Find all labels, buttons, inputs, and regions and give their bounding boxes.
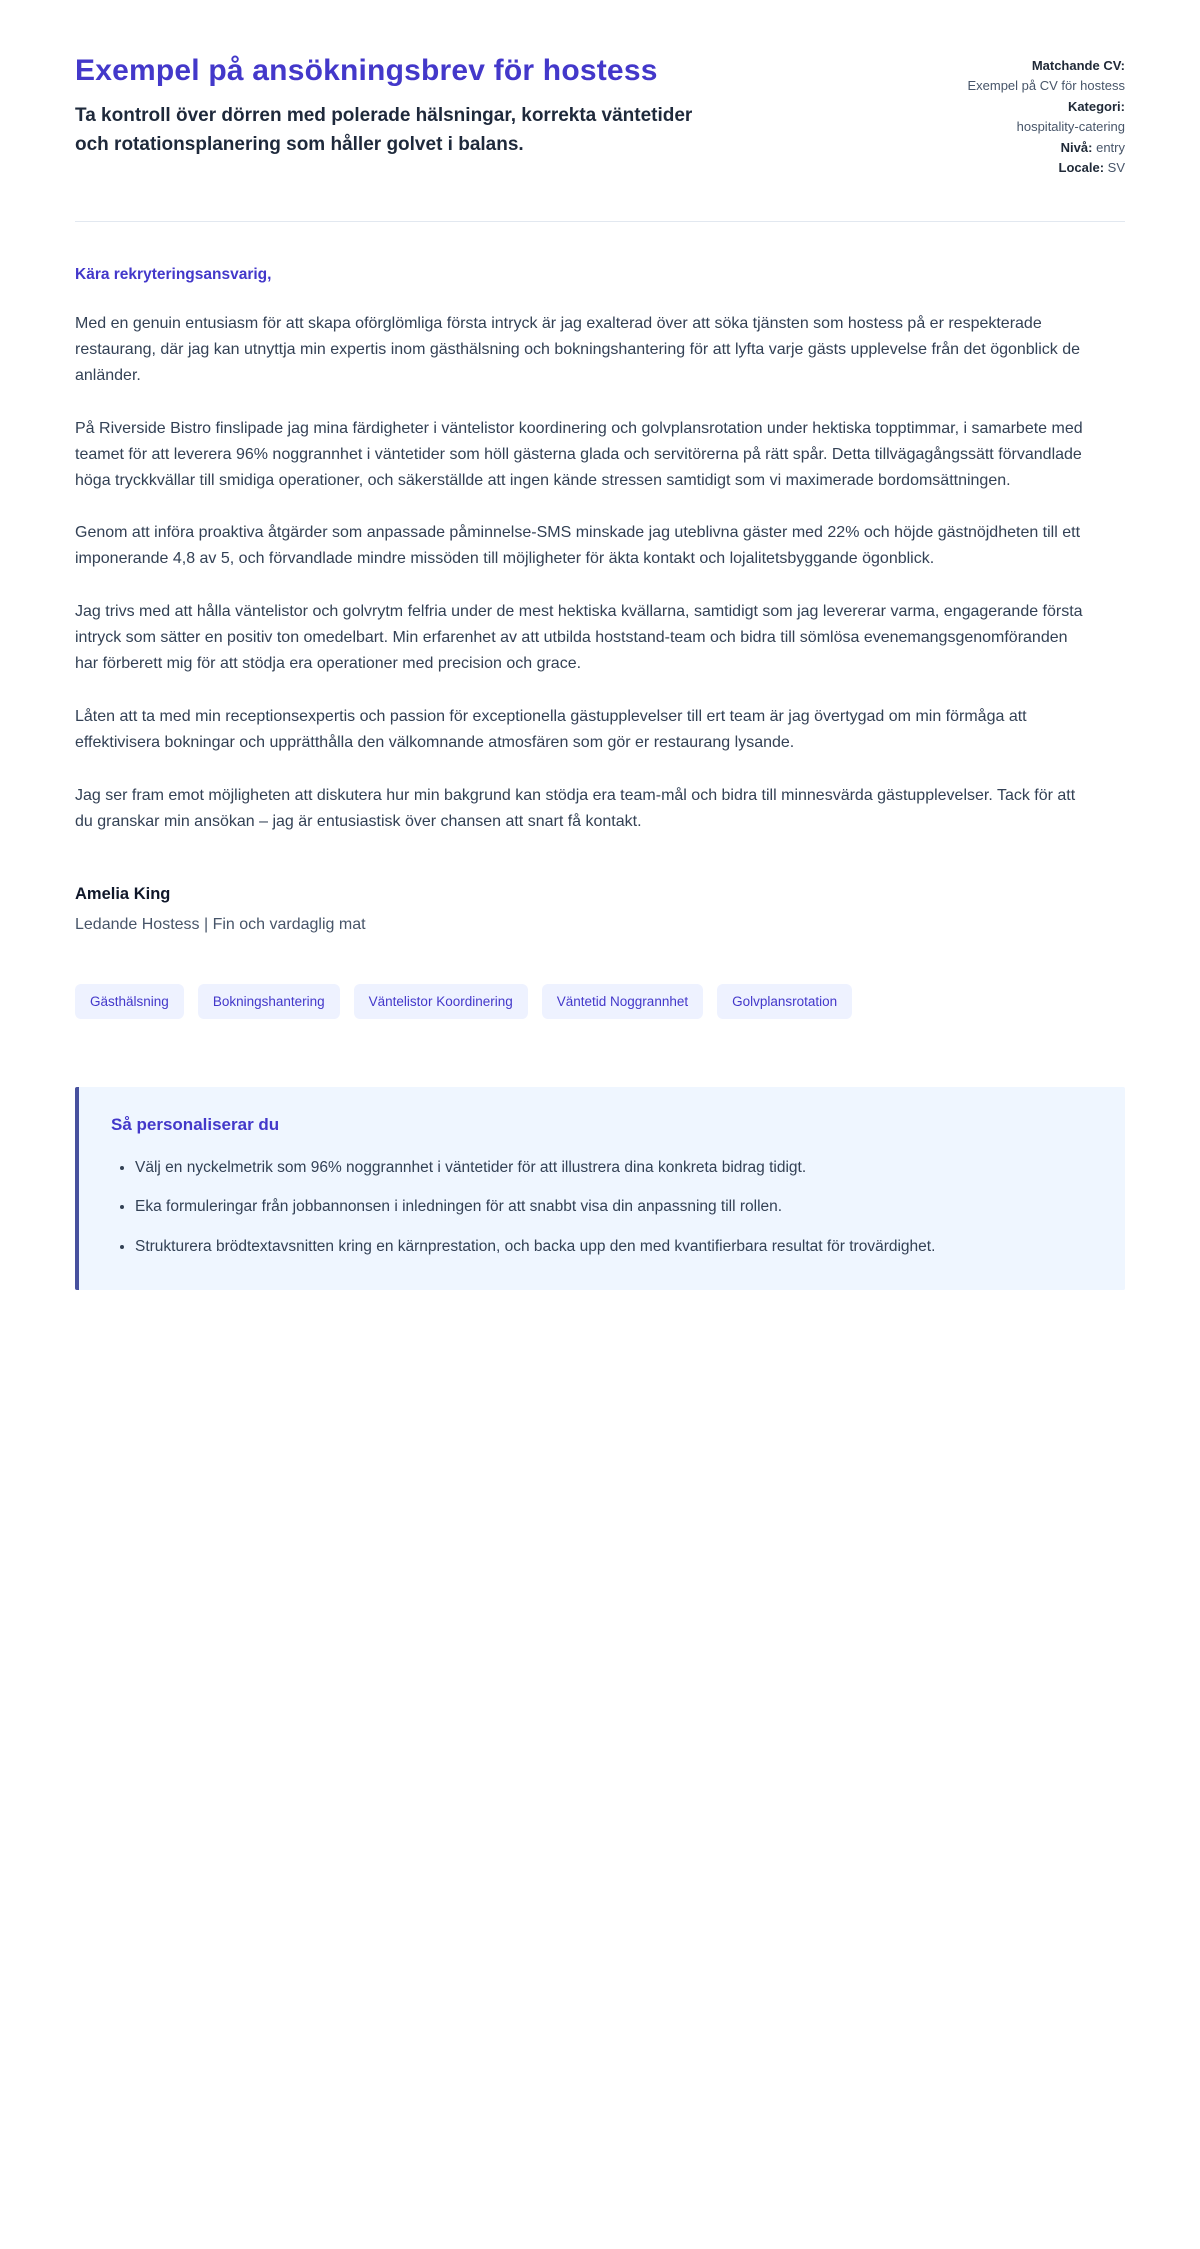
level-label: Nivå: xyxy=(1060,140,1093,155)
category-value: hospitality-catering xyxy=(1016,118,1125,134)
level-value: entry xyxy=(1096,140,1125,155)
skill-tag: Bokningshantering xyxy=(198,984,340,1020)
letter-paragraph: Genom att införa proaktiva åtgärder som anpassade påminnelse-SMS minskade jag uteblivna gäster med 22% och höjde gästnöjdheten till ett imponerande 4,8 av 5, och förvandlade mindre missöden till möjligheter för äkta kontakt och lojalitetsbyggande ögonblick. xyxy=(75,524,1081,568)
tips-title: Så personaliserar du xyxy=(111,1115,280,1135)
skill-tag-list xyxy=(75,984,895,1020)
skill-tag: Gästhälsning xyxy=(75,984,184,1020)
category-label: Kategori: xyxy=(1067,99,1125,114)
skill-tag: Väntetid Noggrannhet xyxy=(542,984,703,1020)
tip-item: • Välj en nyckelmetrik som 96% noggrannhet i väntetider för att illustrera dina konkreta bidrag tidigt. xyxy=(135,1155,1015,1181)
tip-item: • Strukturera brödtextavsnitten kring en kärnprestation, och backa upp den med kvantifierbara resultat för trovärdighet. xyxy=(135,1234,1015,1260)
letter-paragraphs xyxy=(75,311,1125,835)
letter-paragraph: Låten att ta med min receptionsexpertis och passion för exceptionella gästupplevelser till ert team är jag övertygad om min förmåga att effektivisera bokningar och upprätthålla den välkomnande atmosfären som gör er restaurang lysande. xyxy=(75,707,1027,751)
page-title: Exempel på ansökningsbrev för hostess xyxy=(75,54,658,87)
tips-callout xyxy=(75,1087,1125,1290)
skill-tag: Väntelistor Koordinering xyxy=(354,984,528,1020)
letter-paragraph: På Riverside Bistro finslipade jag mina färdigheter i väntelistor koordinering och golvplansrotation under hektiska topptimmar, i samarbete med teamet för att leverera 96% noggrannhet i väntetider som höll gästerna glada och servitörerna på rätt spår. Detta tillvägagångssätt förvandlade höga tryckkvällar till smidiga operationer, och säkerställde att ingen kände stressen samtidigt som vi maximerade bordomsättningen. xyxy=(75,419,1083,489)
letter-paragraph: Jag trivs med att hålla väntelistor och golvrytm felfria under de mest hektiska kvällarna, samtidigt som jag levererar varma, engagerande första intryck som sätter en positiv ton omedelbart. Min erfarenhet av att utbilda hoststand-team och bidra till sömlösa evenemangsgenomföranden har förberett mig för att stödja era operationer med precision och grace. xyxy=(75,603,1083,673)
signature-name: Amelia King xyxy=(75,884,171,903)
meta-panel xyxy=(925,52,1125,177)
meta-locale-row xyxy=(925,158,1125,178)
page-header xyxy=(75,52,1125,177)
locale-value: SV xyxy=(1107,159,1125,175)
matching-cv-label: Matchande CV: xyxy=(1031,58,1125,73)
cover-letter-page xyxy=(75,0,1125,1450)
letter-body xyxy=(75,266,1125,934)
meta-matching-cv-label-row xyxy=(925,56,1125,76)
locale-label: Locale: xyxy=(1058,159,1105,175)
letter-paragraph: Med en genuin entusiasm för att skapa oförglömliga första intryck är jag exalterad över att söka tjänsten som hostess på er respekterade restaurang, där jag kan utnyttja min expertis inom gästhälsning och bokningshantering för att lyfta varje gästs upplevelse från det ögonblick de anländer. xyxy=(75,315,1081,384)
tip-item: • Eka formuleringar från jobbannonsen i inledningen för att snabbt visa din anpassning till rollen. xyxy=(135,1194,1015,1220)
page-subtitle: Ta kontroll över dörren med polerade hälsningar, korrekta väntetider och rotationsplanering som håller golvet i balans. xyxy=(75,105,693,155)
meta-level-row xyxy=(925,138,1125,158)
tips-list xyxy=(111,1155,1089,1260)
skill-tag: Golvplansrotation xyxy=(717,984,852,1020)
salutation: Kära rekryteringsansvarig, xyxy=(75,266,272,283)
signature-title: Ledande Hostess | Fin och vardaglig mat xyxy=(75,915,366,933)
matching-cv-value: Exempel på CV för hostess xyxy=(967,77,1125,93)
meta-category-label-row xyxy=(925,97,1125,117)
header-divider xyxy=(75,221,1125,222)
header-title-block xyxy=(75,52,715,159)
letter-paragraph: Jag ser fram emot möjligheten att diskutera hur min bakgrund kan stödja era team-mål och bidra till minnesvärda gästupplevelser. Tack för att du granskar min ansökan – jag är entusiastisk över chansen att snart få kontakt. xyxy=(75,786,1076,830)
signature-block xyxy=(75,885,1125,934)
